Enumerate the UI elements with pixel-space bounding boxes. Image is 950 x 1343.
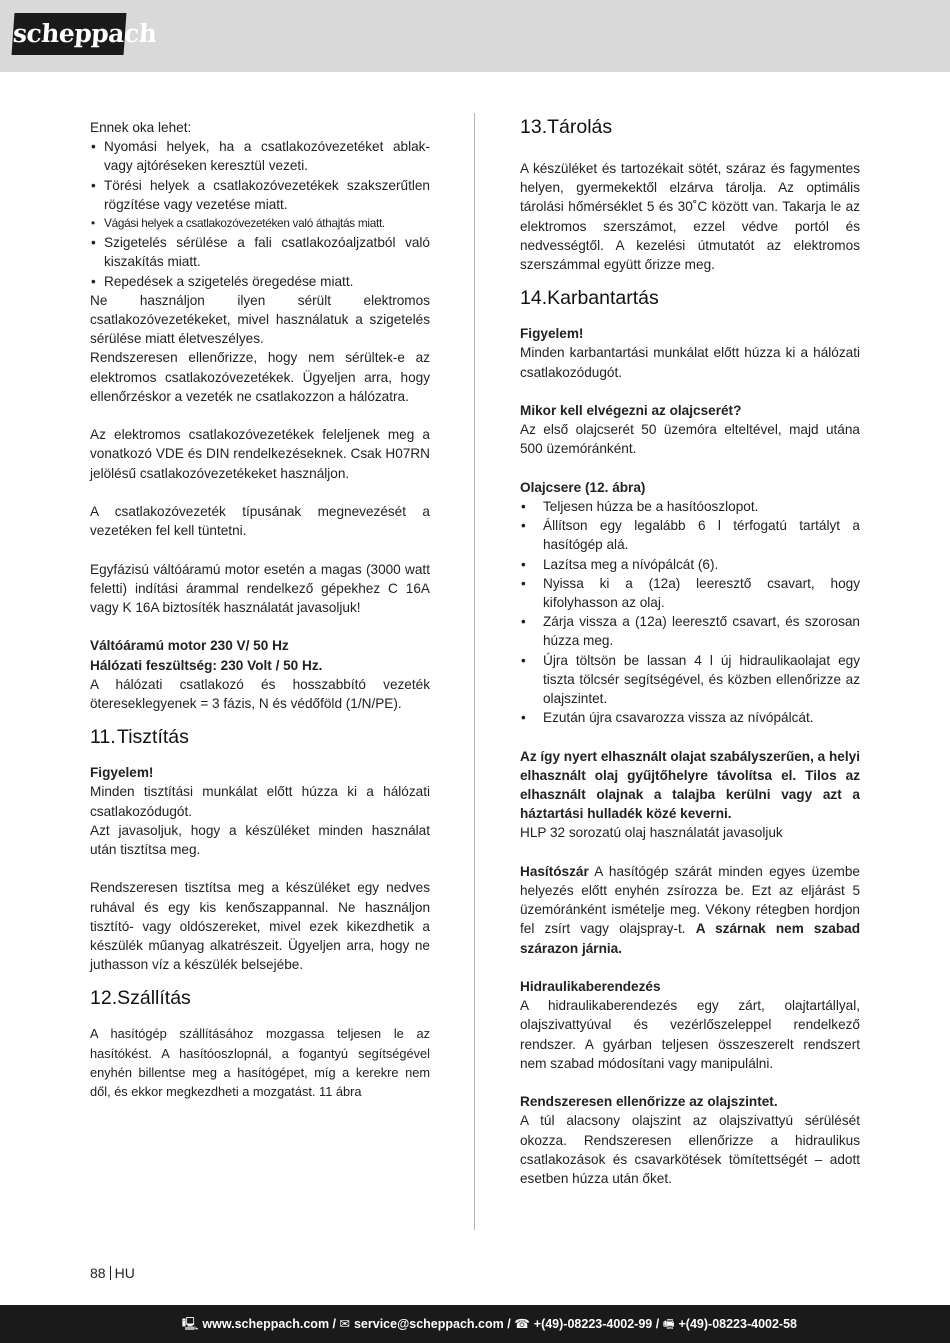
footer-fax: +(49)-08223-4002-58 xyxy=(678,1317,797,1331)
page-footer xyxy=(0,1305,950,1343)
page-number: 88 HU xyxy=(90,1265,135,1281)
paragraph: Minden karbantartási munkálat előtt húzza ki a hálózati csatlakozódugót. xyxy=(520,345,860,380)
paragraph: A csatlakozóvezeték típusának megnevezését a vezetéken fel kell tüntetni. xyxy=(90,504,430,539)
footer-website[interactable]: www.scheppach.com / xyxy=(202,1317,337,1331)
subheading: Mikor kell elvégezni az olajcserét? xyxy=(520,403,742,419)
list-item: • Szigetelés sérülése a fali csatlakozóaljzatból való kiszakítás miatt. xyxy=(90,233,430,271)
warning-label: Figyelem! xyxy=(90,765,154,781)
paragraph: Rendszeresen tisztítsa meg a készüléket egy nedves ruhával és egy kis kenőszappannal. Ne használjon tisztító- vagy oldószereket, mivel ezek kikezdhetik a készülék műanyag alkatrészeit. Ügyeljen arra, hogy ne juthasson víz a készülék belsejébe. xyxy=(90,880,430,973)
paragraph: Az elektromos csatlakozóvezetékek feleljenek meg a vonatkozó VDE és DIN rendelkezéseknek. Csak H07RN jelölésű csatlakozóvezetékeket használjon. xyxy=(90,427,430,481)
paragraph: A túl alacsony olajszint az olajszivattyú sérülését okozza. Rendszeresen ellenőrizze a hidraulikus csatlakozások és csavarkötések tömítettségét – adott esetben húzza után őket. xyxy=(520,1113,860,1187)
paragraph: Minden tisztítási munkálat előtt húzza ki a hálózati csatlakozódugót. xyxy=(90,784,430,819)
list-item: • Zárja vissza a (12a) leeresztő csavart, és szorosan húzza meg. xyxy=(520,612,860,650)
subheading: Olajcsere (12. ábra) xyxy=(520,479,646,495)
section-title: Tárolás xyxy=(547,116,613,138)
disposal-note: Az így nyert elhasznált olajat szabályszerűen, a helyi elhasznált olaj gyűjtőhelyre távolítsa el. Tilos az elhasznált olajnak a talajba kerülni vagy azt a háztartási hulladék közé keverni. xyxy=(520,748,860,822)
paragraph: A hidraulikaberendezés egy zárt, olajtartállyal, olajszivattyúval és vezérlőszeleppel rendelkező rendszer. A gyárban teljesen összeszerelt rendszert nem szabad módosítani vagy manipulálni. xyxy=(520,998,860,1071)
paragraph: A hálózati csatlakozó és hosszabbító vezeték ötereseklegyenek = 3 fázis, N és védőföld (1/N/PE). xyxy=(90,676,430,712)
brand-logo: scheppach xyxy=(12,13,127,55)
section-14-heading xyxy=(520,286,860,310)
section-11-heading xyxy=(90,725,430,749)
left-column xyxy=(90,118,430,1101)
section-number: 13. xyxy=(520,116,548,138)
paragraph: Egyfázisú váltóáramú motor esetén a magas (3000 watt feletti) indítási árammal rendelkező gépekhez C 16A vagy K 16A biztosíték használatát javasoljuk! xyxy=(90,561,430,616)
beam-paragraph: Hasítószár A hasítógép szárát minden egyes üzembe helyezés előtt enyhén zsírozza be. Ezt az eljárást 5 üzemóránként ismételje meg. Vékony rétegben hordjon fel zsírt vagy olajspray-t. A szárnak nem szabad szárazon járnia. xyxy=(520,863,861,956)
warning-label: Figyelem! xyxy=(520,326,584,342)
computer-icon: 🖳 xyxy=(181,1317,199,1331)
page-header xyxy=(0,0,950,72)
paragraph: Ne használjon ilyen sérült elektromos csatlakozóvezetékeket, mivel használatuk a szigetelés sérülése miatt életveszélyes. xyxy=(90,292,430,347)
list-item: • Repedések a szigetelés öregedése miatt. xyxy=(90,272,430,291)
list-item: • Lazítsa meg a nívópálcát (6). xyxy=(520,555,860,574)
footer-phone: +(49)-08223-4002-99 / xyxy=(533,1317,660,1331)
mail-icon: ✉ xyxy=(339,1317,350,1331)
subheading: Hidraulikaberendezés xyxy=(520,979,661,995)
paragraph: Az első olajcserét 50 üzemóra elteltével, majd utána 500 üzemóránként. xyxy=(520,422,860,457)
section-12-heading xyxy=(90,986,430,1010)
fax-icon: 🖷 xyxy=(662,1317,675,1331)
footer-email[interactable]: service@scheppach.com / xyxy=(353,1317,511,1331)
motor-spec: Váltóáramú motor 230 V/ 50 Hz xyxy=(90,638,289,654)
paragraph: A készüléket és tartozékait sötét, száraz és fagymentes helyen, gyermekektől elzárva tárolja. Az optimális tárolási hőmérséklet 5 és 30˚C között van. Takarja le az elektromos szerszámot, ezzel védve portól és nedvességtől. A kezelési útmutatót az elektromos szerszámmal együtt őrizze meg. xyxy=(520,161,860,273)
section-number: 12. xyxy=(90,987,118,1010)
list-item: • Nyissa ki a (12a) leeresztő csavart, hogy kifolyhasson az olaj. xyxy=(520,574,860,612)
voltage-spec: Hálózati feszültség: 230 Volt / 50 Hz. xyxy=(90,657,323,673)
list-item: • Ezután újra csavarozza vissza az nívópálcát. xyxy=(520,708,860,727)
list-item: • Törési helyek a csatlakozóvezetékek szakszerűtlen rögzítése vagy vezetése miatt. xyxy=(90,176,430,214)
subheading: Hasítószár xyxy=(520,863,589,879)
section-title: Karbantartás xyxy=(547,287,659,310)
list-item: • Nyomási helyek, ha a csatlakozóvezetéket ablak- vagy ajtóréseken keresztül vezeti. xyxy=(90,137,430,175)
section-title: Tisztítás xyxy=(117,726,189,749)
section-number: 11. xyxy=(90,726,116,749)
list-item: • Újra töltsön be lassan 4 l új hidraulikaolajat egy tiszta tölcsér segítségével, és közben ellenőrizze az olajszintet. xyxy=(520,651,860,709)
column-divider xyxy=(474,113,475,1230)
list-item: • Teljesen húzza be a hasítóoszlopot. xyxy=(520,497,860,516)
paragraph: Azt javasoljuk, hogy a készüléket minden használat után tisztítsa meg. xyxy=(90,822,430,858)
right-column xyxy=(520,115,860,1188)
causes-intro: Ennek oka lehet: xyxy=(90,120,192,135)
phone-icon: ☎ xyxy=(514,1317,530,1331)
list-item: • Állítson egy legalább 6 l térfogatú tartályt a hasítógép alá. xyxy=(520,516,860,554)
causes-list xyxy=(90,137,430,291)
section-title: Szállítás xyxy=(117,987,191,1010)
oil-steps-list xyxy=(520,497,860,727)
section-13-heading xyxy=(520,115,860,139)
paragraph: A hasítógép szállításához mozgassa teljesen le az hasítókést. A hasítóoszlopnál, a fogantyú segítségével enyhén billentse meg a hasítógépet, míg a kerekre nem dől, és ekkor megkezdheti a mozgatást. 11 ábra xyxy=(90,1026,430,1100)
paragraph: Rendszeresen ellenőrizze, hogy nem sérültek-e az elektromos csatlakozóvezetékek. Ügyeljen arra, hogy ellenőrzéskor a vezeték ne csatlakozzon a hálózatra. xyxy=(90,350,430,404)
section-number: 14. xyxy=(520,287,548,310)
subheading: Rendszeresen ellenőrizze az olajszintet. xyxy=(520,1094,778,1110)
paragraph: HLP 32 sorozatú olaj használatát javasoljuk xyxy=(520,825,783,841)
list-item: • Vágási helyek a csatlakozóvezetéken való áthajtás miatt. xyxy=(90,214,430,233)
